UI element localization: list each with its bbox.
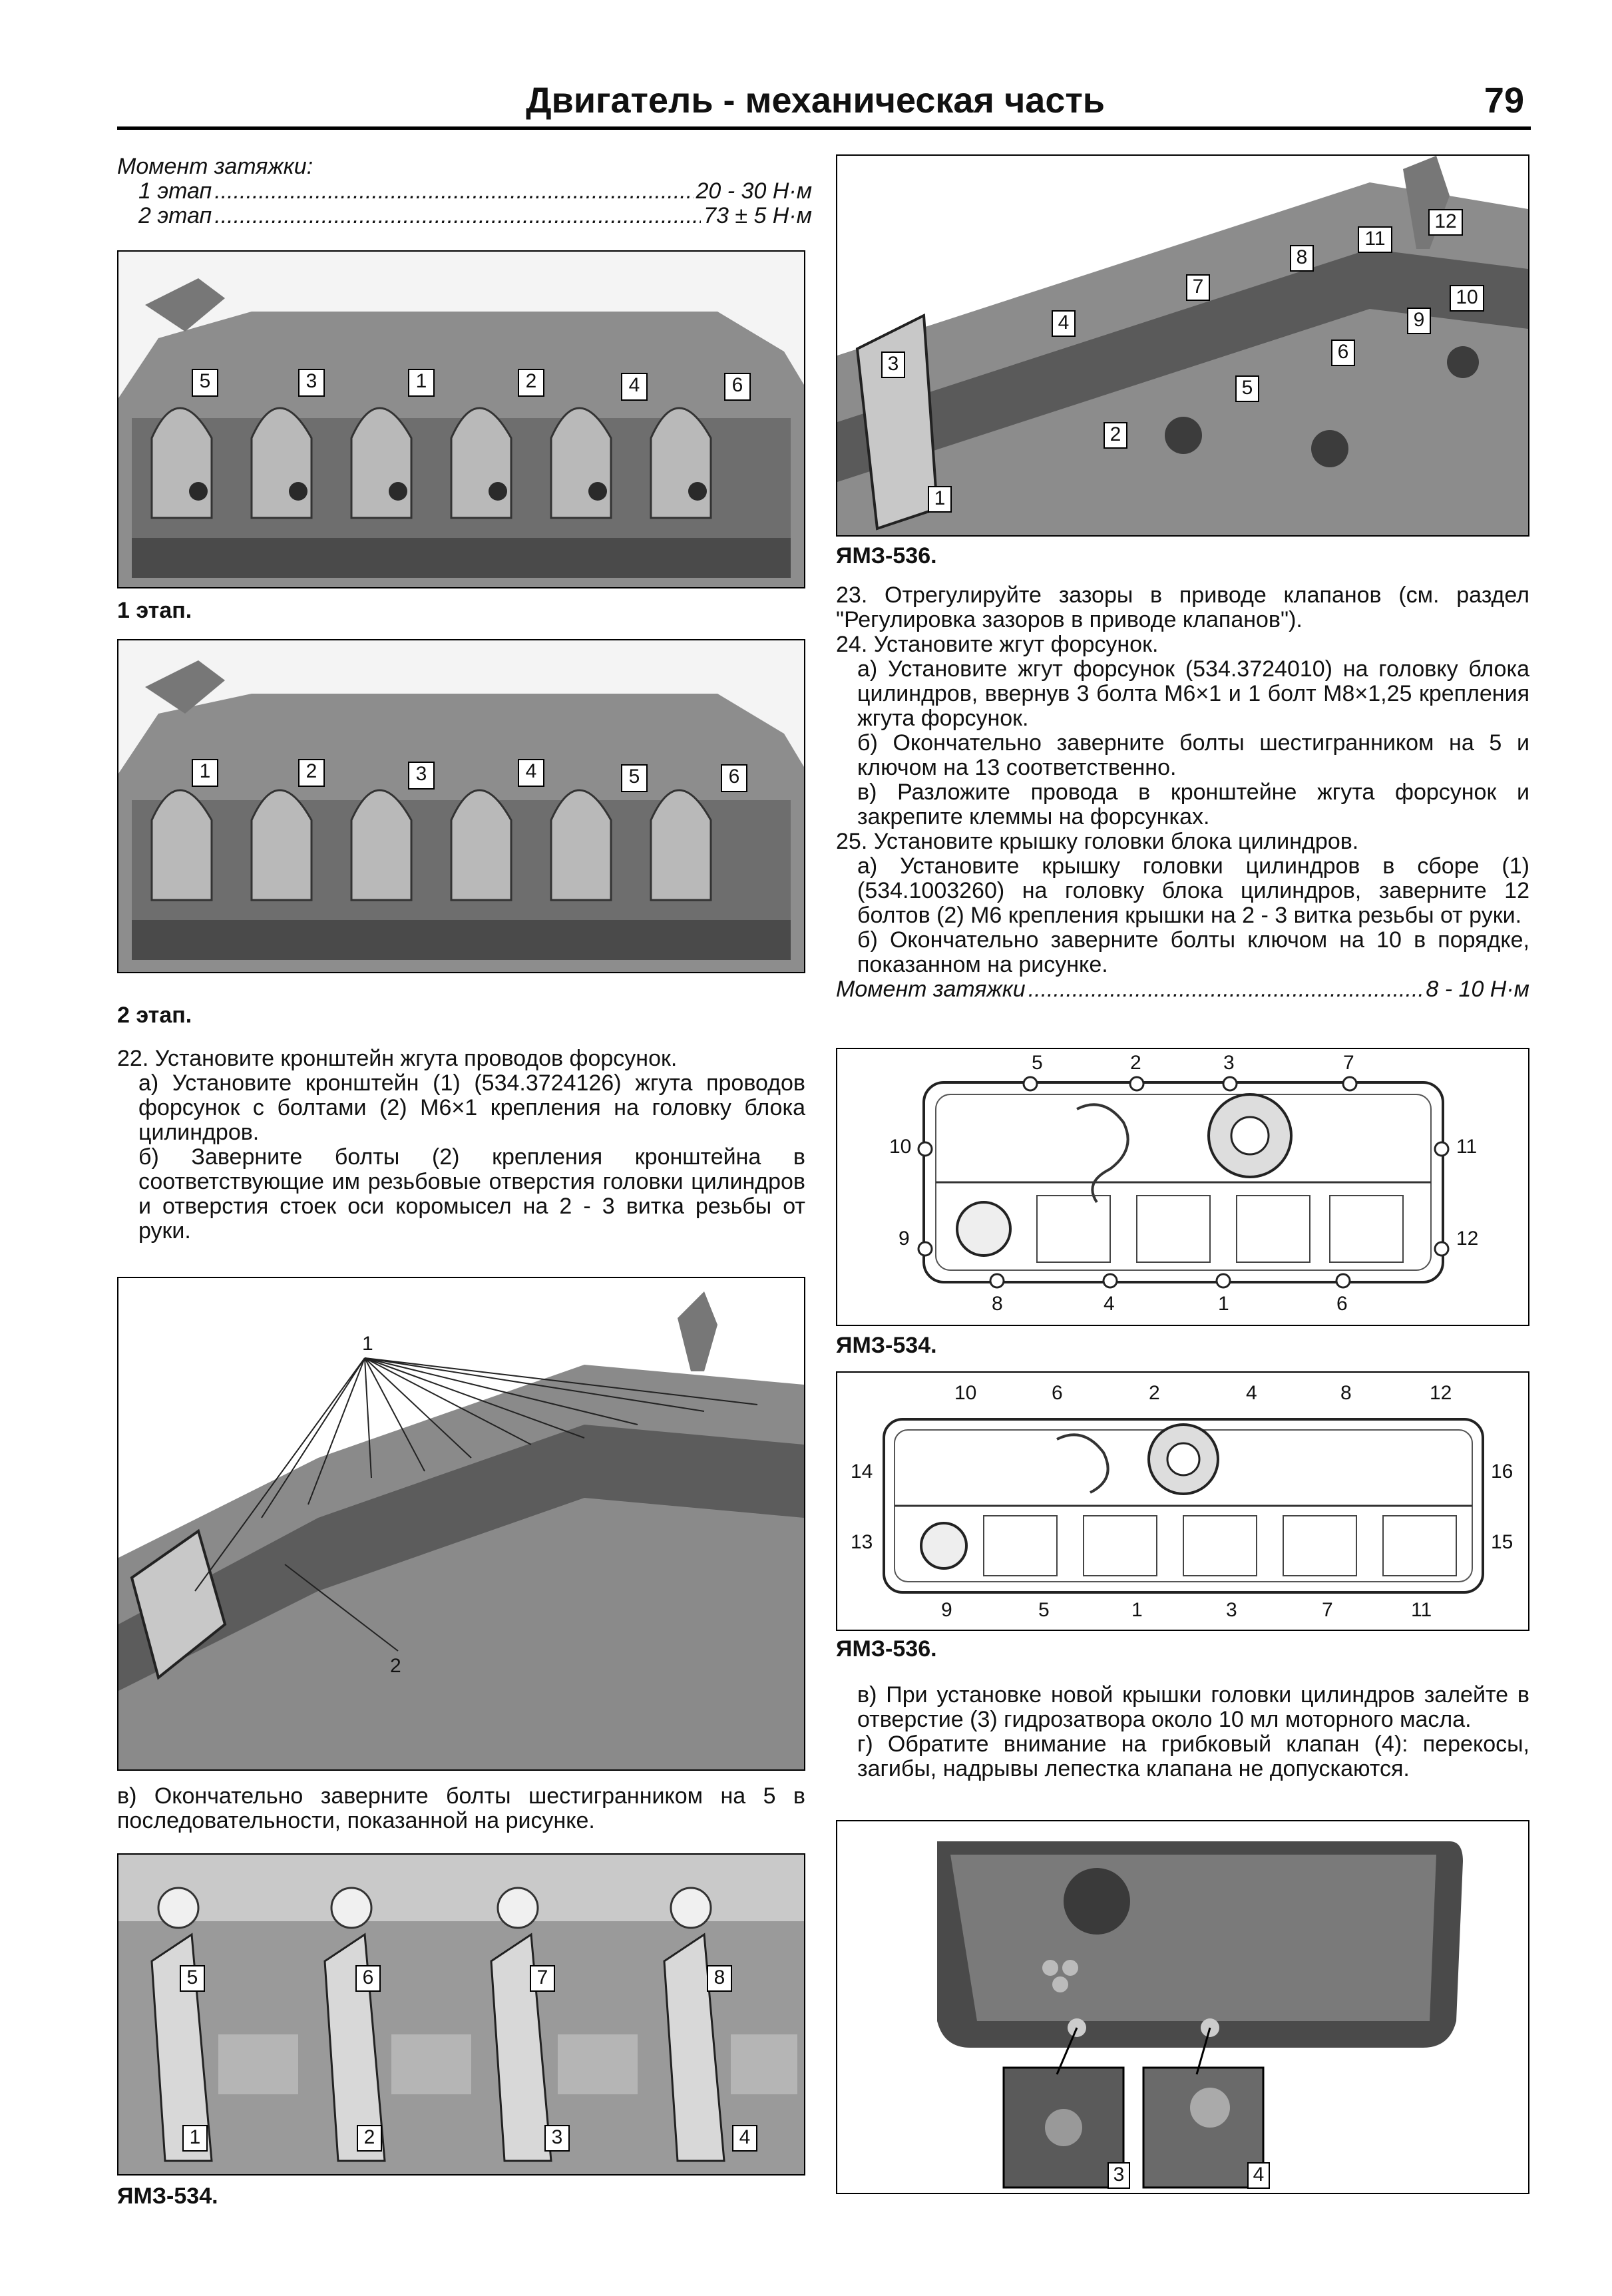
bolt-label: 3	[544, 2125, 570, 2152]
torque-row-2-value: 73 ± 5 Н·м	[704, 203, 812, 228]
photo-bracket	[117, 1277, 805, 1771]
bolt-label: 3	[408, 762, 435, 790]
seq-label: 2	[1130, 1052, 1141, 1074]
torque-spec-2	[836, 977, 1529, 1002]
torque2-value: 8 - 10 Н·м	[1426, 977, 1529, 1002]
seq-label: 10	[954, 1382, 977, 1404]
seq-label: 8	[992, 1293, 1003, 1315]
photo-cover	[836, 1820, 1529, 2194]
caption-536: ЯМЗ-536.	[836, 543, 937, 569]
step22-v: в) Окончательно заверните болты шестигранником на 5 в последовательности, показанной на рисунке.	[117, 1783, 805, 1833]
step25-v: в) При установке новой крышки головки цилиндров залейте в отверстие (3) гидрозатвора около 10 мл моторного масла.	[857, 1682, 1529, 1732]
seq-label: 10	[889, 1136, 912, 1158]
torque-row-1-value: 20 - 30 Н·м	[696, 178, 812, 204]
seq-label: 2	[1149, 1382, 1160, 1404]
cover-label: 3	[1108, 2162, 1130, 2189]
bolt-label: 4	[1052, 310, 1076, 337]
seq-label: 16	[1491, 1461, 1513, 1483]
bolt-label: 11	[1358, 226, 1392, 253]
seq-label: 6	[1052, 1382, 1063, 1404]
seq-label: 1	[1131, 1599, 1143, 1621]
bolt-label: 7	[530, 1965, 555, 1992]
bolt-label: 2	[357, 2125, 382, 2152]
photo-536	[836, 154, 1529, 537]
seq-label: 3	[1226, 1599, 1237, 1621]
bolt-label: 1	[182, 2125, 208, 2152]
step24-v: в) Разложите провода в кронштейне жгута форсунок и закрепите клеммы на форсунках.	[857, 780, 1529, 829]
bolt-label: 6	[721, 764, 747, 792]
bolt-label: 6	[355, 1965, 381, 1992]
step23: 23. Отрегулируйте зазоры в приводе клапанов (см. раздел "Регулировка зазоров в приводе клапанов").	[836, 582, 1529, 632]
bolt-label: 3	[881, 351, 905, 378]
bolt-label: 5	[621, 764, 648, 792]
seq-label: 8	[1340, 1382, 1352, 1404]
bolt-label: 8	[707, 1965, 732, 1992]
seq-label: 14	[851, 1461, 873, 1483]
torque-row-1	[117, 179, 812, 204]
bolt-label: 8	[1290, 245, 1314, 272]
torque-row-1-label: 1 этап	[138, 178, 212, 204]
seq-label: 4	[1104, 1293, 1115, 1315]
page-title: Двигатель - механическая часть	[526, 81, 1105, 120]
seq-label: 1	[1218, 1293, 1229, 1315]
seq-label: 6	[1336, 1293, 1348, 1315]
cover-label: 4	[1247, 2162, 1270, 2189]
seq-label: 5	[1038, 1599, 1050, 1621]
caption-stage1: 1 этап.	[117, 598, 192, 623]
seq-label: 12	[1430, 1382, 1452, 1404]
bolt-label: 9	[1407, 308, 1431, 334]
step24-b: б) Окончательно заверните болты шестигранником на 5 и ключом на 13 соответственно.	[857, 730, 1529, 780]
photo-stage2	[117, 639, 805, 973]
caption-stage2: 2 этап.	[117, 1003, 192, 1028]
torque-title: Момент затяжки:	[117, 154, 313, 179]
photo-sequence-534	[117, 1853, 805, 2176]
bolt-label: 7	[1186, 274, 1210, 301]
seq-label: 4	[1246, 1382, 1257, 1404]
seq-label: 5	[1032, 1052, 1043, 1074]
bolt-label: 2	[390, 1655, 401, 1677]
diagram-534	[836, 1048, 1529, 1326]
bolt-label: 5	[1235, 375, 1259, 402]
bolt-label: 4	[621, 373, 648, 401]
seq-label: 13	[851, 1531, 873, 1553]
seq-label: 7	[1322, 1599, 1333, 1621]
bolt-label: 1	[928, 486, 952, 513]
bolt-label: 5	[192, 369, 218, 397]
seq-label: 11	[1456, 1136, 1478, 1158]
seq-label: 7	[1343, 1052, 1354, 1074]
bracket-label: 1	[362, 1333, 373, 1355]
step25-title: 25. Установите крышку головки блока цилиндров.	[836, 829, 1359, 854]
caption-536b: ЯМЗ-536.	[836, 1636, 937, 1662]
torque-row-2-label: 2 этап	[138, 203, 212, 228]
step22-b: б) Заверните болты (2) крепления кронштейна в соответствующие им резьбовые отверстия головки цилиндров и отверстия стоек оси коромысел на 2 - 3 витка резьбы от руки.	[138, 1144, 805, 1244]
step25-extra	[836, 1683, 1529, 1781]
bolt-label: 4	[732, 2125, 757, 2152]
bolt-label: 1	[408, 369, 435, 397]
bolt-label: 4	[518, 759, 544, 787]
torque2-label: Момент затяжки	[836, 977, 1026, 1002]
step22-title: 22. Установите кронштейн жгута проводов форсунок.	[117, 1046, 678, 1071]
seq-label: 11	[1411, 1599, 1432, 1621]
step25-g: г) Обратите внимание на грибковый клапан (4): перекосы, загибы, надрывы лепестка клапана не допускаются.	[857, 1731, 1529, 1781]
photo-stage1	[117, 250, 805, 588]
torque-row-2	[117, 204, 812, 228]
bolt-label: 12	[1428, 209, 1463, 236]
page-number: 79	[1484, 81, 1524, 120]
caption-bottom-534: ЯМЗ-534.	[117, 2183, 218, 2209]
header-rule	[117, 126, 1531, 130]
bolt-label: 6	[724, 373, 751, 401]
seq-label: 9	[899, 1228, 910, 1250]
bolt-label: 10	[1450, 285, 1484, 312]
seq-label: 15	[1491, 1531, 1513, 1553]
bolt-label: 2	[1104, 422, 1127, 449]
torque-spec-1	[117, 154, 812, 228]
step24-title: 24. Установите жгут форсунок.	[836, 632, 1159, 657]
step22-text	[117, 1046, 805, 1244]
seq-label: 9	[941, 1599, 952, 1621]
diagram-536	[836, 1371, 1529, 1631]
step22-a: а) Установите кронштейн (1) (534.3724126) жгута проводов форсунок с болтами (2) М6×1 крепления на головку блока цилиндров.	[138, 1070, 805, 1145]
seq-label: 3	[1223, 1052, 1235, 1074]
caption-534: ЯМЗ-534.	[836, 1333, 937, 1358]
step25-a: а) Установите крышку головки цилиндров в сборе (1) (534.1003260) на головку блока цилиндров, заверните 12 болтов (2) М6 крепления крышки на 2 - 3 витка резьбы от руки.	[857, 853, 1529, 928]
step24-a: а) Установите жгут форсунок (534.3724010) на головку блока цилиндров, ввернув 3 болта М6×1 и 1 болт М8×1,25 крепления жгута форсунок.	[857, 656, 1529, 731]
bolt-label: 1	[192, 759, 218, 787]
step25-b: б) Окончательно заверните болты ключом на 10 в порядке, показанном на рисунке.	[857, 927, 1529, 977]
seq-label: 12	[1456, 1228, 1479, 1250]
bolt-label: 2	[298, 759, 325, 787]
bolt-label: 5	[180, 1965, 205, 1992]
steps-23-25	[836, 583, 1529, 1002]
bolt-label: 6	[1331, 340, 1355, 366]
bolt-label: 3	[298, 369, 325, 397]
bolt-label: 2	[518, 369, 544, 397]
